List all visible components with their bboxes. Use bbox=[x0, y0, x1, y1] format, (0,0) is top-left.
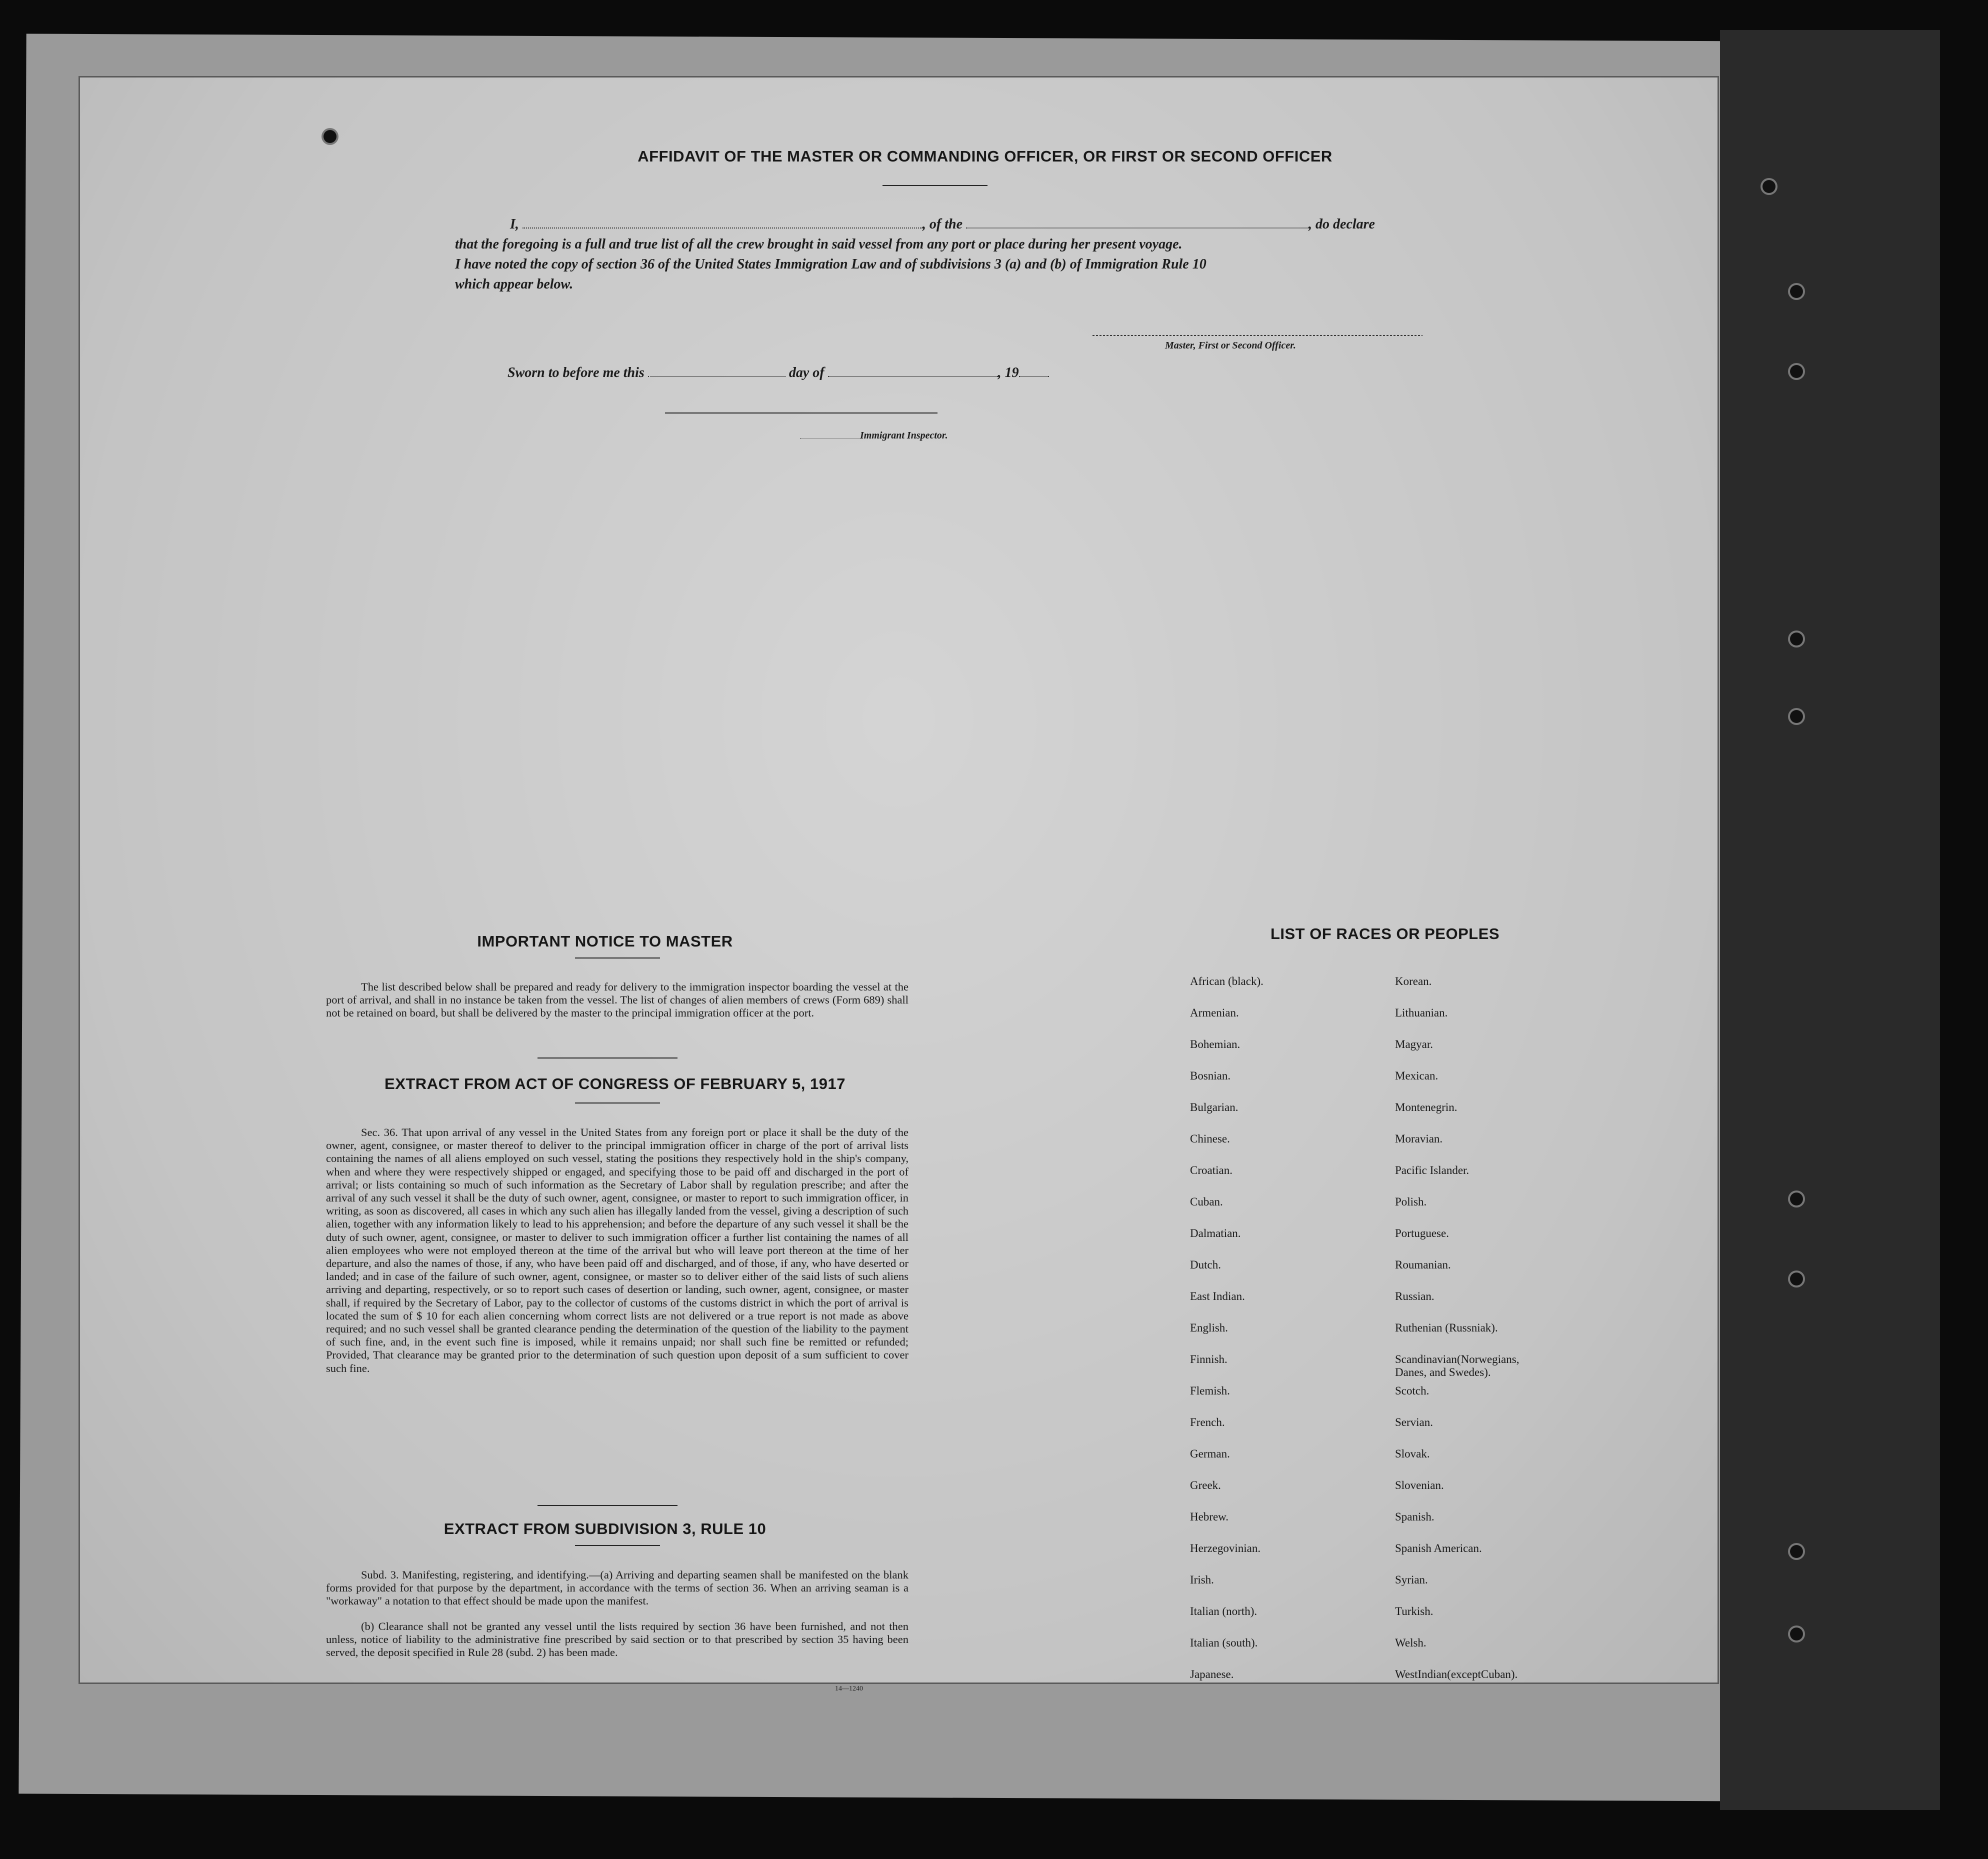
affidavit-line-4: which appear below. bbox=[455, 276, 574, 292]
race-item: Slovak. bbox=[1395, 1448, 1430, 1460]
act-section-36-text: Sec. 36. That upon arrival of any vessel in the United States from any foreign port or place it shall be the duty of the owner, agent, consignee, or master thereof to deliver to the principal immigration officer in charge of the port of arrival lists containing the names of all aliens employed on such vessel, stating the positions they respectively hold in the ship's company, when and where they were respectively shipped or engaged, and specifying those to be paid off and discharged in the port of arrival; or lists containing so much of such information as the Secretary of Labor shall by regulation prescribe; and after the arrival of any such vessel it shall be the duty of such owner, agent, consignee, or master to report to such immigration officer, in writing, as soon as discovered, all cases in which any such alien has illegally landed from the vessel, giving a description of such alien, together with any information likely to lead to his apprehension; and before the departure of any such vessel it shall be the duty of such owner, agent, consignee, or master to deliver to such immigration officer a further list containing the names of all alien employees who were not employed thereon at the time of the arrival but who will leave port thereon at the time of her departure, and also the names of those, if any, who have been paid off and discharged, and of those, if any, who have deserted or landed; and in case of the failure of such owner, agent, consignee, or master so to deliver either of the said lists of such aliens arriving and departing, respectively, or so to report such cases of desertion or landing, such owner, agent, consignee, or master shall, if required by the Secretary of Labor, pay to the collector of customs of the customs district in which the port of arrival is located the sum of $ 10 for each alien concerning whom correct lists are not delivered or a true report is not made as above required; and no such vessel shall be granted clearance pending the determination of the question of the liability to the payment of such fine, and, in the event such fine is imposed, while it remains unpaid; nor shall such fine be remitted or refunded; Provided, That clearance may be granted prior to the determination of such question upon deposit of a sum sufficient to cover such fine. bbox=[326, 1126, 908, 1374]
affidavit-text-i: I, bbox=[510, 216, 519, 232]
race-item: Hebrew. bbox=[1190, 1510, 1229, 1523]
race-item: Irish. bbox=[1190, 1574, 1214, 1586]
race-item: Italian (south). bbox=[1190, 1636, 1258, 1649]
affidavit-title: AFFIDAVIT OF THE MASTER OR COMMANDING OFFICER, OR FIRST OR SECOND OFFICER bbox=[638, 148, 1332, 165]
month-field[interactable] bbox=[828, 366, 998, 377]
document-page bbox=[80, 78, 1718, 1692]
race-item: Welsh. bbox=[1395, 1636, 1426, 1649]
race-item: Syrian. bbox=[1395, 1574, 1428, 1586]
race-item: French. bbox=[1190, 1416, 1225, 1428]
race-item: Korean. bbox=[1395, 975, 1432, 988]
race-item: Japanese. bbox=[1190, 1668, 1234, 1680]
race-item: Mexican. bbox=[1395, 1070, 1438, 1082]
punch-hole bbox=[1790, 632, 1803, 646]
race-item: Moravian. bbox=[1395, 1132, 1443, 1145]
race-item: Scandinavian(Norwegians, Danes, and Swedes). bbox=[1395, 1353, 1520, 1378]
race-item: Servian. bbox=[1395, 1416, 1434, 1428]
race-item: Italian (north). bbox=[1190, 1605, 1258, 1618]
affidavit-line-2: that the foregoing is a full and true list of all the crew brought in said vessel from any port or place during her present voyage. bbox=[455, 236, 1182, 252]
punch-hole bbox=[1790, 365, 1803, 378]
race-item: Portuguese. bbox=[1395, 1227, 1449, 1240]
inspector-caption bbox=[800, 430, 948, 442]
race-item: Chinese. bbox=[1190, 1132, 1230, 1145]
race-item: Ruthenian (Russniak). bbox=[1395, 1322, 1498, 1334]
punch-hole bbox=[324, 130, 336, 143]
race-item: Dutch. bbox=[1190, 1258, 1221, 1271]
race-item: Greek. bbox=[1190, 1479, 1221, 1492]
races-title: LIST OF RACES OR PEOPLES bbox=[1270, 925, 1500, 942]
signature-line[interactable] bbox=[1092, 335, 1422, 336]
race-item: Croatian. bbox=[1190, 1164, 1232, 1176]
race-item: Montenegrin. bbox=[1395, 1101, 1458, 1114]
sworn-line bbox=[508, 365, 1049, 381]
race-item: Magyar. bbox=[1395, 1038, 1434, 1050]
punch-hole bbox=[1790, 710, 1803, 723]
notice-text: The list described below shall be prepared and ready for delivery to the immigration inspector boarding the vessel at the port of arrival, and shall in no instance be taken from the vessel. The list of changes of alien members of crews (Form 689) shall not be retained on board, but shall be delivered by the master to the principal immigration officer at the port. bbox=[326, 980, 908, 1020]
punch-hole bbox=[1790, 285, 1803, 298]
race-item: English. bbox=[1190, 1322, 1228, 1334]
races-column-2 bbox=[1395, 975, 1605, 1700]
binder-edge bbox=[1720, 30, 1940, 1810]
race-item: Spanish American. bbox=[1395, 1542, 1482, 1554]
form-number: 14—1240 bbox=[835, 1685, 863, 1692]
notice-title: IMPORTANT NOTICE TO MASTER bbox=[477, 932, 733, 950]
name-field[interactable] bbox=[522, 218, 922, 228]
year-prefix: , 19 bbox=[998, 365, 1019, 380]
race-item: Bosnian. bbox=[1190, 1070, 1231, 1082]
race-item: Russian. bbox=[1395, 1290, 1434, 1302]
race-item: Cuban. bbox=[1190, 1196, 1223, 1208]
affidavit-line-3: I have noted the copy of section 36 of the United States Immigration Law and of subdivisions 3 (a) and (b) of Immigration Rule 10 bbox=[455, 256, 1206, 272]
race-item: Polish. bbox=[1395, 1196, 1427, 1208]
affidavit-line-1 bbox=[510, 216, 1375, 232]
race-item: Herzegovinian. bbox=[1190, 1542, 1261, 1554]
race-item: African (black). bbox=[1190, 975, 1264, 988]
race-item: Armenian. bbox=[1190, 1006, 1239, 1019]
races-column-1 bbox=[1190, 975, 1355, 1700]
rule-rule bbox=[575, 1545, 660, 1546]
race-item: Roumanian. bbox=[1395, 1258, 1451, 1271]
year-field[interactable] bbox=[1019, 366, 1049, 377]
rule-title: EXTRACT FROM SUBDIVISION 3, RULE 10 bbox=[444, 1520, 766, 1538]
affidavit-text-declare: , do declare bbox=[1308, 216, 1375, 232]
race-item: Turkish. bbox=[1395, 1605, 1434, 1618]
race-item: German. bbox=[1190, 1448, 1230, 1460]
punch-hole bbox=[1790, 1272, 1803, 1286]
race-item: Dalmatian. bbox=[1190, 1227, 1241, 1240]
affidavit-text-of-the: , of the bbox=[922, 216, 963, 232]
act-title: EXTRACT FROM ACT OF CONGRESS OF FEBRUARY 5, 1917 bbox=[384, 1075, 846, 1092]
punch-hole bbox=[1790, 1192, 1803, 1206]
inspector-caption-text: Immigrant Inspector. bbox=[860, 430, 948, 441]
day-field[interactable] bbox=[648, 366, 786, 377]
act-rule bbox=[575, 1102, 660, 1104]
vessel-field[interactable] bbox=[966, 218, 1308, 228]
rule-subdivision-a: Subd. 3. Manifesting, registering, and identifying.—(a) Arriving and departing seamen shall be manifested on the blank forms provided for that purpose by the department, in accordance with the terms of section 36. When an arriving seaman is a "workaway" a notation to that effect should be made upon the manifest. bbox=[326, 1568, 908, 1608]
race-item: Lithuanian. bbox=[1395, 1006, 1448, 1019]
race-item: Spanish. bbox=[1395, 1510, 1434, 1523]
race-item: Scotch. bbox=[1395, 1384, 1430, 1397]
race-item: Bulgarian. bbox=[1190, 1101, 1238, 1114]
title-rule bbox=[882, 185, 988, 186]
race-item: Bohemian. bbox=[1190, 1038, 1240, 1050]
day-of-text: day of bbox=[788, 365, 824, 380]
section-divider bbox=[538, 1505, 678, 1506]
race-item: East Indian. bbox=[1190, 1290, 1245, 1302]
punch-hole bbox=[1790, 1628, 1803, 1640]
race-item: Slovenian. bbox=[1395, 1479, 1444, 1492]
inspector-signature-line[interactable] bbox=[665, 412, 938, 414]
race-item: WestIndian(exceptCuban). bbox=[1395, 1668, 1518, 1680]
punch-hole bbox=[1790, 1545, 1803, 1558]
race-item: Pacific Islander. bbox=[1395, 1164, 1470, 1176]
signature-caption: Master, First or Second Officer. bbox=[1165, 340, 1296, 351]
rule-subdivision-b: (b) Clearance shall not be granted any vessel until the lists required by section 36 have been furnished, and not then unless, notice of liability to the administrative fine prescribed by said section or to that prescribed by section 35 having been served, the deposit specified in Rule 28 (subd. 2) has been made. bbox=[326, 1620, 908, 1659]
race-item: Finnish. bbox=[1190, 1353, 1228, 1366]
sworn-text: Sworn to before me this bbox=[508, 365, 644, 380]
punch-hole bbox=[1762, 180, 1776, 193]
race-item: Flemish. bbox=[1190, 1384, 1230, 1397]
